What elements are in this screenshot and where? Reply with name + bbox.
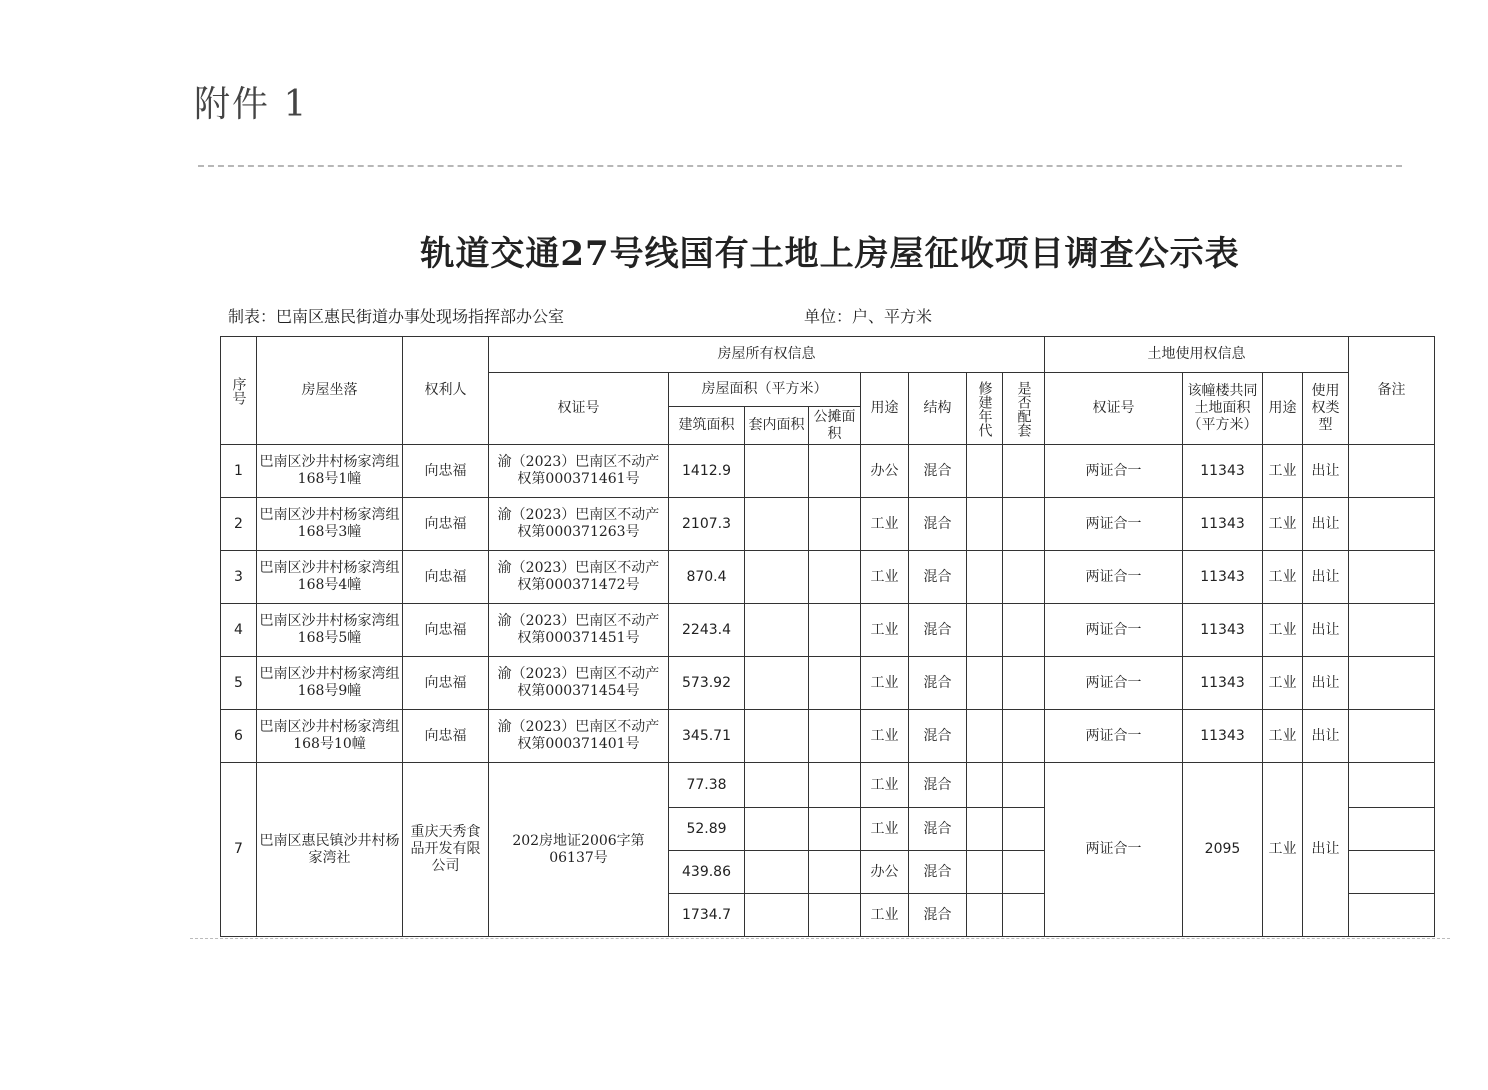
seq-cell: 6 (221, 710, 257, 763)
remark-cell (1349, 894, 1435, 937)
land-use-cell: 工业 (1263, 445, 1303, 498)
build-year-cell (967, 498, 1003, 551)
remark-cell (1349, 851, 1435, 894)
structure-cell: 混合 (909, 894, 967, 937)
header-house-info: 房屋所有权信息 (489, 337, 1045, 373)
cert-cell: 渝（2023）巴南区不动产权第000371472号 (489, 551, 669, 604)
build-area-cell: 1412.9 (669, 445, 745, 498)
build-year-cell (967, 894, 1003, 937)
unit-text: 单位：户、平方米 (804, 307, 933, 326)
header-owner: 权利人 (403, 337, 489, 445)
table-row (221, 551, 1435, 604)
remark-cell (1349, 551, 1435, 604)
attachment-label: 附件 1 (194, 84, 309, 125)
build-area-cell: 52.89 (669, 808, 745, 851)
structure-cell: 混合 (909, 551, 967, 604)
page-title: 轨道交通27号线国有土地上房屋征收项目调查公示表 (420, 234, 1240, 274)
build-year-cell (967, 551, 1003, 604)
header-supporting: 是否配套 (1003, 373, 1045, 445)
supporting-cell (1003, 808, 1045, 851)
land-cert-cell: 两证合一 (1045, 763, 1183, 937)
supporting-cell (1003, 498, 1045, 551)
build-area-cell: 573.92 (669, 657, 745, 710)
table-row (221, 710, 1435, 763)
build-year-cell (967, 851, 1003, 894)
table-row (221, 657, 1435, 710)
land-cert-cell: 两证合一 (1045, 445, 1183, 498)
inner-area-cell (745, 851, 809, 894)
seq-cell: 4 (221, 604, 257, 657)
land-cert-cell: 两证合一 (1045, 551, 1183, 604)
use-cell: 办公 (861, 851, 909, 894)
remark-cell (1349, 604, 1435, 657)
location-cell: 巴南区沙井村杨家湾组168号5幢 (257, 604, 403, 657)
land-use-cell: 工业 (1263, 657, 1303, 710)
build-year-cell (967, 657, 1003, 710)
inner-area-cell (745, 710, 809, 763)
build-year-cell (967, 763, 1003, 808)
remark-cell (1349, 498, 1435, 551)
cert-cell: 渝（2023）巴南区不动产权第000371401号 (489, 710, 669, 763)
location-cell: 巴南区沙井村杨家湾组168号4幢 (257, 551, 403, 604)
inner-area-cell (745, 763, 809, 808)
header-location: 房屋坐落 (257, 337, 403, 445)
header-remark: 备注 (1349, 337, 1435, 445)
shared-area-cell (809, 894, 861, 937)
supporting-cell (1003, 657, 1045, 710)
header-seq: 序号 (221, 337, 257, 445)
remark-cell (1349, 445, 1435, 498)
seq-cell: 7 (221, 763, 257, 937)
land-use-cell: 工业 (1263, 763, 1303, 937)
cert-cell: 202房地证2006字第06137号 (489, 763, 669, 937)
structure-cell: 混合 (909, 498, 967, 551)
header-shared-area: 公摊面积 (809, 407, 861, 445)
land-use-cell: 工业 (1263, 604, 1303, 657)
inner-area-cell (745, 808, 809, 851)
supporting-cell (1003, 445, 1045, 498)
table-row (221, 604, 1435, 657)
shared-area-cell (809, 851, 861, 894)
shared-area-cell (809, 604, 861, 657)
separator-line (198, 165, 1402, 167)
shared-area-cell (809, 657, 861, 710)
build-area-cell: 1734.7 (669, 894, 745, 937)
seq-cell: 2 (221, 498, 257, 551)
inner-area-cell (745, 657, 809, 710)
shared-area-cell (809, 763, 861, 808)
use-cell: 工业 (861, 808, 909, 851)
supporting-cell (1003, 763, 1045, 808)
structure-cell: 混合 (909, 604, 967, 657)
build-area-cell: 345.71 (669, 710, 745, 763)
build-year-cell (967, 604, 1003, 657)
build-area-cell: 870.4 (669, 551, 745, 604)
cert-cell: 渝（2023）巴南区不动产权第000371263号 (489, 498, 669, 551)
location-cell: 巴南区沙井村杨家湾组168号1幢 (257, 445, 403, 498)
land-cert-cell: 两证合一 (1045, 604, 1183, 657)
header-land-cert-no: 权证号 (1045, 373, 1183, 445)
build-area-cell: 2107.3 (669, 498, 745, 551)
use-cell: 工业 (861, 710, 909, 763)
header-land-area: 该幢楼共同土地面积（平方米） (1183, 373, 1263, 445)
structure-cell: 混合 (909, 657, 967, 710)
land-cert-cell: 两证合一 (1045, 657, 1183, 710)
header-row-1 (221, 337, 1435, 373)
shared-area-cell (809, 445, 861, 498)
structure-cell: 混合 (909, 445, 967, 498)
inner-area-cell (745, 445, 809, 498)
inner-area-cell (745, 498, 809, 551)
header-cert-no: 权证号 (489, 373, 669, 445)
owner-cell: 向忠福 (403, 604, 489, 657)
header-area-group: 房屋面积（平方米） (669, 373, 861, 407)
structure-cell: 混合 (909, 763, 967, 808)
land-area-cell: 11343 (1183, 604, 1263, 657)
right-type-cell: 出让 (1303, 763, 1349, 937)
bottom-divider (190, 938, 1450, 939)
land-area-cell: 2095 (1183, 763, 1263, 937)
owner-cell: 向忠福 (403, 657, 489, 710)
shared-area-cell (809, 551, 861, 604)
use-cell: 工业 (861, 604, 909, 657)
use-cell: 工业 (861, 657, 909, 710)
remark-cell (1349, 808, 1435, 851)
header-build-area: 建筑面积 (669, 407, 745, 445)
land-area-cell: 11343 (1183, 710, 1263, 763)
remark-cell (1349, 710, 1435, 763)
land-area-cell: 11343 (1183, 445, 1263, 498)
owner-cell: 重庆天秀食品开发有限公司 (403, 763, 489, 937)
table-row (221, 445, 1435, 498)
shared-area-cell (809, 498, 861, 551)
header-land-info: 土地使用权信息 (1045, 337, 1349, 373)
cert-cell: 渝（2023）巴南区不动产权第000371461号 (489, 445, 669, 498)
right-type-cell: 出让 (1303, 604, 1349, 657)
use-cell: 工业 (861, 551, 909, 604)
build-area-cell: 77.38 (669, 763, 745, 808)
structure-cell: 混合 (909, 808, 967, 851)
remark-cell (1349, 763, 1435, 808)
shared-area-cell (809, 808, 861, 851)
cert-cell: 渝（2023）巴南区不动产权第000371454号 (489, 657, 669, 710)
maker-text: 制表：巴南区惠民街道办事处现场指挥部办公室 (228, 307, 565, 326)
supporting-cell (1003, 894, 1045, 937)
inner-area-cell (745, 604, 809, 657)
land-use-cell: 工业 (1263, 498, 1303, 551)
survey-table (220, 336, 1435, 937)
use-cell: 办公 (861, 445, 909, 498)
inner-area-cell (745, 551, 809, 604)
inner-area-cell (745, 894, 809, 937)
header-inner-area: 套内面积 (745, 407, 809, 445)
right-type-cell: 出让 (1303, 657, 1349, 710)
right-type-cell: 出让 (1303, 445, 1349, 498)
build-area-cell: 439.86 (669, 851, 745, 894)
owner-cell: 向忠福 (403, 498, 489, 551)
right-type-cell: 出让 (1303, 551, 1349, 604)
land-cert-cell: 两证合一 (1045, 710, 1183, 763)
header-right-type: 使用权类型 (1303, 373, 1349, 445)
cert-cell: 渝（2023）巴南区不动产权第000371451号 (489, 604, 669, 657)
header-land-use: 用途 (1263, 373, 1303, 445)
header-build-year: 修建年代 (967, 373, 1003, 445)
location-cell: 巴南区沙井村杨家湾组168号3幢 (257, 498, 403, 551)
location-cell: 巴南区沙井村杨家湾组168号10幢 (257, 710, 403, 763)
structure-cell: 混合 (909, 710, 967, 763)
right-type-cell: 出让 (1303, 710, 1349, 763)
header-structure: 结构 (909, 373, 967, 445)
build-area-cell: 2243.4 (669, 604, 745, 657)
supporting-cell (1003, 851, 1045, 894)
land-area-cell: 11343 (1183, 498, 1263, 551)
table-row (221, 498, 1435, 551)
seq-cell: 1 (221, 445, 257, 498)
table-row (221, 763, 1435, 808)
location-cell: 巴南区惠民镇沙井村杨家湾社 (257, 763, 403, 937)
land-use-cell: 工业 (1263, 551, 1303, 604)
supporting-cell (1003, 710, 1045, 763)
seq-cell: 3 (221, 551, 257, 604)
remark-cell (1349, 657, 1435, 710)
owner-cell: 向忠福 (403, 445, 489, 498)
location-cell: 巴南区沙井村杨家湾组168号9幢 (257, 657, 403, 710)
land-use-cell: 工业 (1263, 710, 1303, 763)
right-type-cell: 出让 (1303, 498, 1349, 551)
build-year-cell (967, 710, 1003, 763)
owner-cell: 向忠福 (403, 710, 489, 763)
shared-area-cell (809, 710, 861, 763)
supporting-cell (1003, 551, 1045, 604)
owner-cell: 向忠福 (403, 551, 489, 604)
land-area-cell: 11343 (1183, 657, 1263, 710)
seq-cell: 5 (221, 657, 257, 710)
structure-cell: 混合 (909, 851, 967, 894)
land-cert-cell: 两证合一 (1045, 498, 1183, 551)
land-area-cell: 11343 (1183, 551, 1263, 604)
use-cell: 工业 (861, 763, 909, 808)
use-cell: 工业 (861, 498, 909, 551)
use-cell: 工业 (861, 894, 909, 937)
build-year-cell (967, 808, 1003, 851)
supporting-cell (1003, 604, 1045, 657)
build-year-cell (967, 445, 1003, 498)
header-use: 用途 (861, 373, 909, 445)
